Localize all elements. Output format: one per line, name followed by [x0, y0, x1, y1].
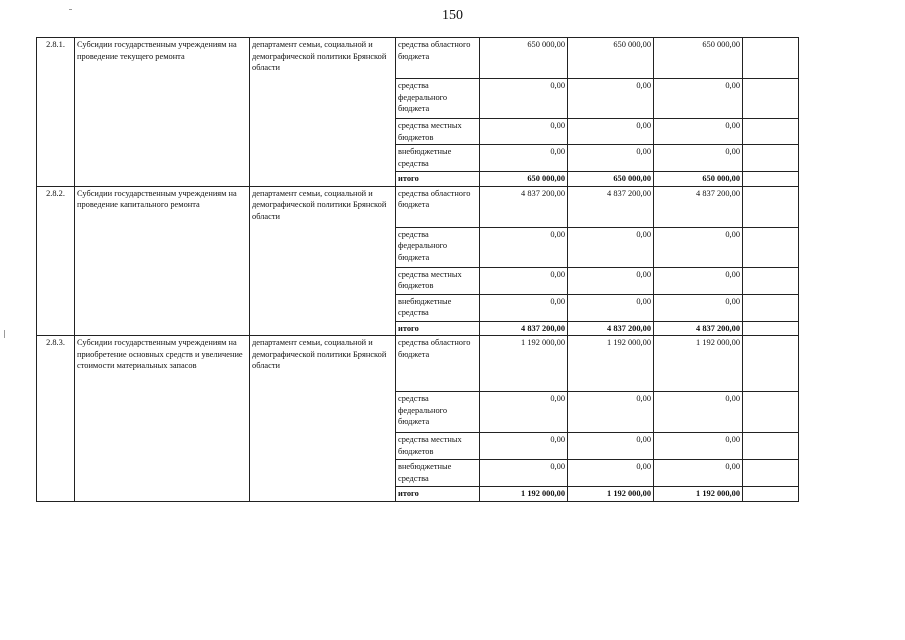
amount-1: 4 837 200,00	[480, 186, 568, 227]
amount-3: 0,00	[654, 227, 743, 267]
amount-1: 0,00	[480, 79, 568, 119]
amount-3: 1 192 000,00	[654, 336, 743, 392]
amount-2: 0,00	[568, 460, 654, 487]
scan-speck	[4, 330, 5, 338]
amount-2: 0,00	[568, 119, 654, 145]
table-row	[37, 38, 799, 79]
table-body	[37, 38, 799, 502]
amount-2: 0,00	[568, 392, 654, 433]
funding-source: средства местных бюджетов	[396, 119, 480, 145]
total-amount-1: 1 192 000,00	[480, 487, 568, 502]
amount-3: 0,00	[654, 294, 743, 321]
amount-1: 0,00	[480, 145, 568, 172]
total-amount-2: 1 192 000,00	[568, 487, 654, 502]
item-title: Субсидии государственным учреждениям на приобретение основных средств и увеличение стоимости материальных запасов	[75, 336, 250, 502]
amount-1: 0,00	[480, 460, 568, 487]
amount-3: 0,00	[654, 392, 743, 433]
amount-4	[743, 433, 799, 460]
amount-3: 0,00	[654, 79, 743, 119]
budget-table	[36, 37, 799, 502]
amount-1: 0,00	[480, 267, 568, 294]
page-number: 150	[442, 8, 463, 23]
amount-4	[743, 119, 799, 145]
table-row	[37, 186, 799, 227]
total-label: итого	[396, 172, 480, 187]
amount-4	[743, 79, 799, 119]
amount-3: 0,00	[654, 145, 743, 172]
item-title: Субсидии государственным учреждениям на проведение текущего ремонта	[75, 38, 250, 187]
amount-4	[743, 392, 799, 433]
amount-4	[743, 294, 799, 321]
total-amount-2: 650 000,00	[568, 172, 654, 187]
funding-source: средства областного бюджета	[396, 336, 480, 392]
item-executor: департамент семьи, социальной и демографической политики Брянской области	[250, 186, 396, 336]
amount-3: 650 000,00	[654, 38, 743, 79]
total-label: итого	[396, 487, 480, 502]
amount-3: 4 837 200,00	[654, 186, 743, 227]
amount-4	[743, 460, 799, 487]
funding-source: средства местных бюджетов	[396, 267, 480, 294]
amount-3: 0,00	[654, 460, 743, 487]
item-code: 2.8.2.	[37, 186, 75, 336]
item-code: 2.8.3.	[37, 336, 75, 502]
funding-source: средства областного бюджета	[396, 38, 480, 79]
amount-3: 0,00	[654, 267, 743, 294]
funding-source: внебюджетные средства	[396, 460, 480, 487]
amount-4	[743, 336, 799, 392]
total-amount-2: 4 837 200,00	[568, 321, 654, 336]
amount-4	[743, 38, 799, 79]
item-code: 2.8.1.	[37, 38, 75, 187]
amount-2: 4 837 200,00	[568, 186, 654, 227]
funding-source: средства областного бюджета	[396, 186, 480, 227]
amount-3: 0,00	[654, 433, 743, 460]
item-executor: департамент семьи, социальной и демографической политики Брянской области	[250, 38, 396, 187]
total-amount-4	[743, 321, 799, 336]
funding-source: средства федерального бюджета	[396, 227, 480, 267]
total-amount-4	[743, 172, 799, 187]
funding-source: внебюджетные средства	[396, 294, 480, 321]
amount-2: 0,00	[568, 267, 654, 294]
amount-1: 650 000,00	[480, 38, 568, 79]
total-amount-1: 4 837 200,00	[480, 321, 568, 336]
total-amount-4	[743, 487, 799, 502]
funding-source: внебюджетные средства	[396, 145, 480, 172]
amount-1: 0,00	[480, 294, 568, 321]
amount-4	[743, 145, 799, 172]
amount-1: 1 192 000,00	[480, 336, 568, 392]
funding-source: средства федерального бюджета	[396, 79, 480, 119]
amount-2: 0,00	[568, 433, 654, 460]
amount-3: 0,00	[654, 119, 743, 145]
amount-1: 0,00	[480, 227, 568, 267]
amount-1: 0,00	[480, 433, 568, 460]
total-amount-1: 650 000,00	[480, 172, 568, 187]
item-title: Субсидии государственным учреждениям на проведение капитального ремонта	[75, 186, 250, 336]
amount-2: 0,00	[568, 227, 654, 267]
amount-1: 0,00	[480, 392, 568, 433]
table-row	[37, 336, 799, 392]
funding-source: средства федерального бюджета	[396, 392, 480, 433]
total-amount-3: 650 000,00	[654, 172, 743, 187]
total-label: итого	[396, 321, 480, 336]
amount-4	[743, 186, 799, 227]
amount-2: 650 000,00	[568, 38, 654, 79]
amount-4	[743, 267, 799, 294]
amount-2: 0,00	[568, 294, 654, 321]
amount-4	[743, 227, 799, 267]
amount-2: 1 192 000,00	[568, 336, 654, 392]
amount-2: 0,00	[568, 79, 654, 119]
amount-1: 0,00	[480, 119, 568, 145]
item-executor: департамент семьи, социальной и демографической политики Брянской области	[250, 336, 396, 502]
funding-source: средства местных бюджетов	[396, 433, 480, 460]
amount-2: 0,00	[568, 145, 654, 172]
total-amount-3: 4 837 200,00	[654, 321, 743, 336]
total-amount-3: 1 192 000,00	[654, 487, 743, 502]
